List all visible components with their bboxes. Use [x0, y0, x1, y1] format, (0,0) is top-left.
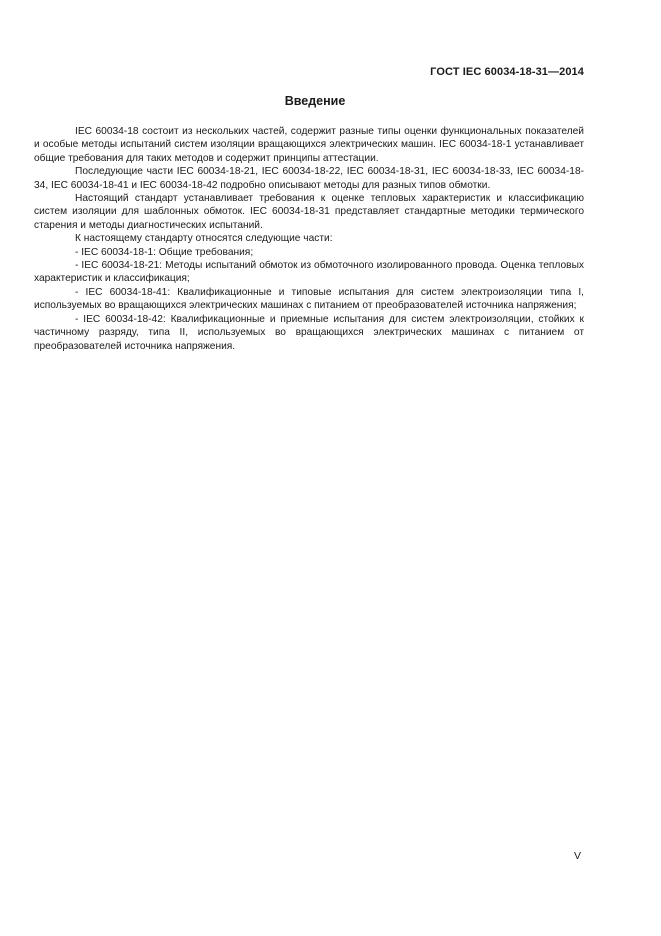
body-text	[34, 125, 584, 353]
page-number: V	[573, 850, 581, 862]
list-item: - IEC 60034-18-42: Квалификационные и приемные испытания для систем электроизоляции, стойких к частичному разряду, типа II, используемых во вращающихся электрических машинах с питанием от преобразователей источника напряжения.	[34, 313, 584, 352]
paragraph-scope: Настоящий стандарт устанавливает требования к оценке тепловых характеристик и классификацию систем изоляции для шаблонных обмоток. IEC 60034-18-31 представляет стандартные методики термического старения и методы диагностических испытаний.	[34, 193, 584, 231]
paragraph-parts: Последующие части IEC 60034-18-21, IEC 60034-18-22, IEC 60034-18-31, IEC 60034-18-33, IEC 60034-18-34, IEC 60034-18-41 и IEC 60034-18-42 подробно описывают методы для разных типов обмотки.	[34, 166, 584, 191]
document-code: ГОСТ IEC 60034-18-31—2014	[430, 66, 584, 78]
paragraph-related-parts: К настоящему стандарту относятся следующие части:	[75, 233, 333, 245]
list-item: - IEC 60034-18-1: Общие требования;	[75, 246, 254, 258]
paragraph-intro: IEC 60034-18 состоит из нескольких частей, содержит разные типы оценки функциональных показателей и особые методы испытаний систем изоляции вращающихся электрических машин. IEC 60034-18-1 устанавливает общие требования для таких методов и содержит принципы аттестации.	[34, 126, 584, 164]
list-item: - IEC 60034-18-41: Квалификационные и типовые испытания для систем электроизоляции типа I, используемых во вращающихся электрических машинах с питанием от преобразователей источника напряжения;	[34, 286, 584, 312]
section-title: Введение	[284, 94, 346, 108]
list-item: - IEC 60034-18-21: Методы испытаний обмоток из обмоточного изолированного провода. Оценка тепловых характеристик и классификация;	[34, 260, 584, 285]
